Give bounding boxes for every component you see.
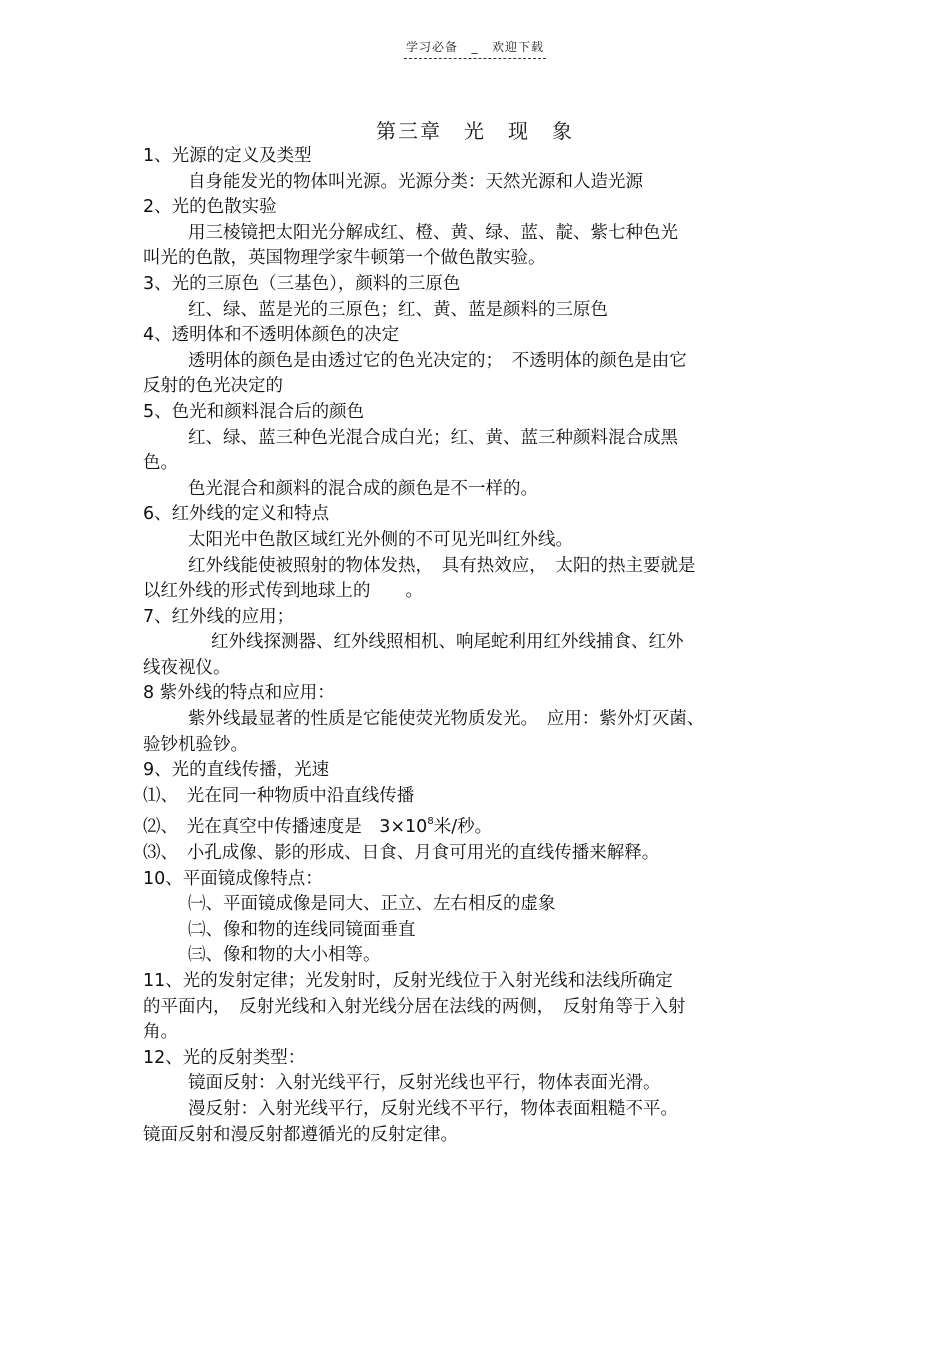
- paragraph-line: 红外线能使被照射的物体发热， 具有热效应， 太阳的热主要就是: [188, 555, 696, 576]
- paragraph-line: 线夜视仪。: [143, 657, 231, 678]
- paragraph-line: 色。: [143, 453, 178, 474]
- paragraph-line: 红、绿、蓝三种色光混合成白光；红、黄、蓝三种颜料混合成黑: [188, 427, 678, 448]
- section-heading: 10、平面镜成像特点：: [143, 868, 323, 889]
- list-item: ㈠、平面镜成像是同大、正立、左右相反的虚象: [188, 894, 556, 915]
- speed-unit: 米/秒。: [433, 817, 493, 838]
- paragraph-line: 反射的色光决定的: [143, 376, 283, 397]
- exponent: 8: [427, 816, 434, 828]
- paragraph-line: 漫反射：入射光线平行，反射光线不平行，物体表面粗糙不平。: [188, 1098, 678, 1119]
- section-heading: 3、光的三原色（三基色），颜料的三原色: [143, 273, 461, 294]
- header-line: [404, 38, 546, 59]
- list-item: [143, 809, 808, 841]
- section-heading: 4、透明体和不透明体颜色的决定: [143, 325, 400, 346]
- paragraph-line: 镜面反射：入射光线平行，反射光线也平行，物体表面光滑。: [188, 1073, 661, 1094]
- chapter-title: 第三章 光 现 象: [376, 119, 574, 143]
- document-body: [143, 144, 808, 1148]
- section-heading: 7、红外线的应用；: [143, 606, 295, 627]
- paragraph-line: 色光混合和颜料的混合成的颜色是不一样的。: [188, 478, 538, 499]
- section-heading: 6、红外线的定义和特点: [143, 504, 330, 525]
- paragraph-line: 角。: [143, 1022, 178, 1043]
- section-heading: 12、光的反射类型：: [143, 1047, 306, 1068]
- paragraph-line: 红外线探测器、红外线照相机、响尾蛇利用红外线捕食、红外: [211, 632, 684, 653]
- paragraph-line: 镜面反射和漫反射都遵循光的反射定律。: [143, 1124, 458, 1145]
- list-item: ㈢、像和物的大小相等。: [188, 945, 381, 966]
- header-gap: _: [471, 40, 479, 54]
- list-item: ⑴、 光在同一种物质中沿直线传播: [143, 785, 415, 806]
- paragraph-line: 叫光的色散，英国物理学家牛顿第一个做色散实验。: [143, 248, 546, 269]
- paragraph-line: 红、绿、蓝是光的三原色；红、黄、蓝是颜料的三原色: [188, 299, 608, 320]
- section-heading: 9、光的直线传播，光速: [143, 760, 330, 781]
- paragraph-line: 用三棱镜把太阳光分解成红、橙、黄、绿、蓝、靛、紫七种色光: [188, 222, 678, 243]
- paragraph-line: 验钞机验钞。: [143, 734, 248, 755]
- section-heading: 2、光的色散实验: [143, 197, 277, 218]
- speed-text: ⑵、 光在真空中传播速度是 3×10: [143, 817, 428, 838]
- header-left-text: 学习必备: [405, 40, 458, 54]
- paragraph-line: 紫外线最显著的性质是它能使荧光物质发光。 应用：紫外灯灭菌、: [188, 709, 705, 730]
- section-heading: 8 紫外线的特点和应用：: [143, 683, 335, 704]
- paragraph-line: 以红外线的形式传到地球上的 。: [143, 581, 423, 602]
- list-item: ㈡、像和物的连线同镜面垂直: [188, 919, 416, 940]
- section-heading: 11、光的发射定律；光发射时，反射光线位于入射光线和法线所确定: [143, 971, 673, 991]
- section-heading: 1、光源的定义及类型: [143, 146, 312, 166]
- paragraph-line: 的平面内， 反射光线和入射光线分居在法线的两侧， 反射角等于入射: [143, 996, 686, 1017]
- paragraph-line: 透明体的颜色是由透过它的色光决定的； 不透明体的颜色是由它: [188, 350, 687, 371]
- paragraph-line: 太阳光中色散区域红光外侧的不可见光叫红外线。: [188, 529, 573, 550]
- paragraph-line: 自身能发光的物体叫光源。光源分类：天然光源和人造光源: [188, 171, 643, 192]
- header-right-text: 欢迎下载: [492, 40, 545, 54]
- page-header: [0, 38, 950, 59]
- section-heading: 5、色光和颜料混合后的颜色: [143, 401, 365, 422]
- list-item: ⑶、 小孔成像、影的形成、日食、月食可用光的直线传播来解释。: [143, 843, 660, 864]
